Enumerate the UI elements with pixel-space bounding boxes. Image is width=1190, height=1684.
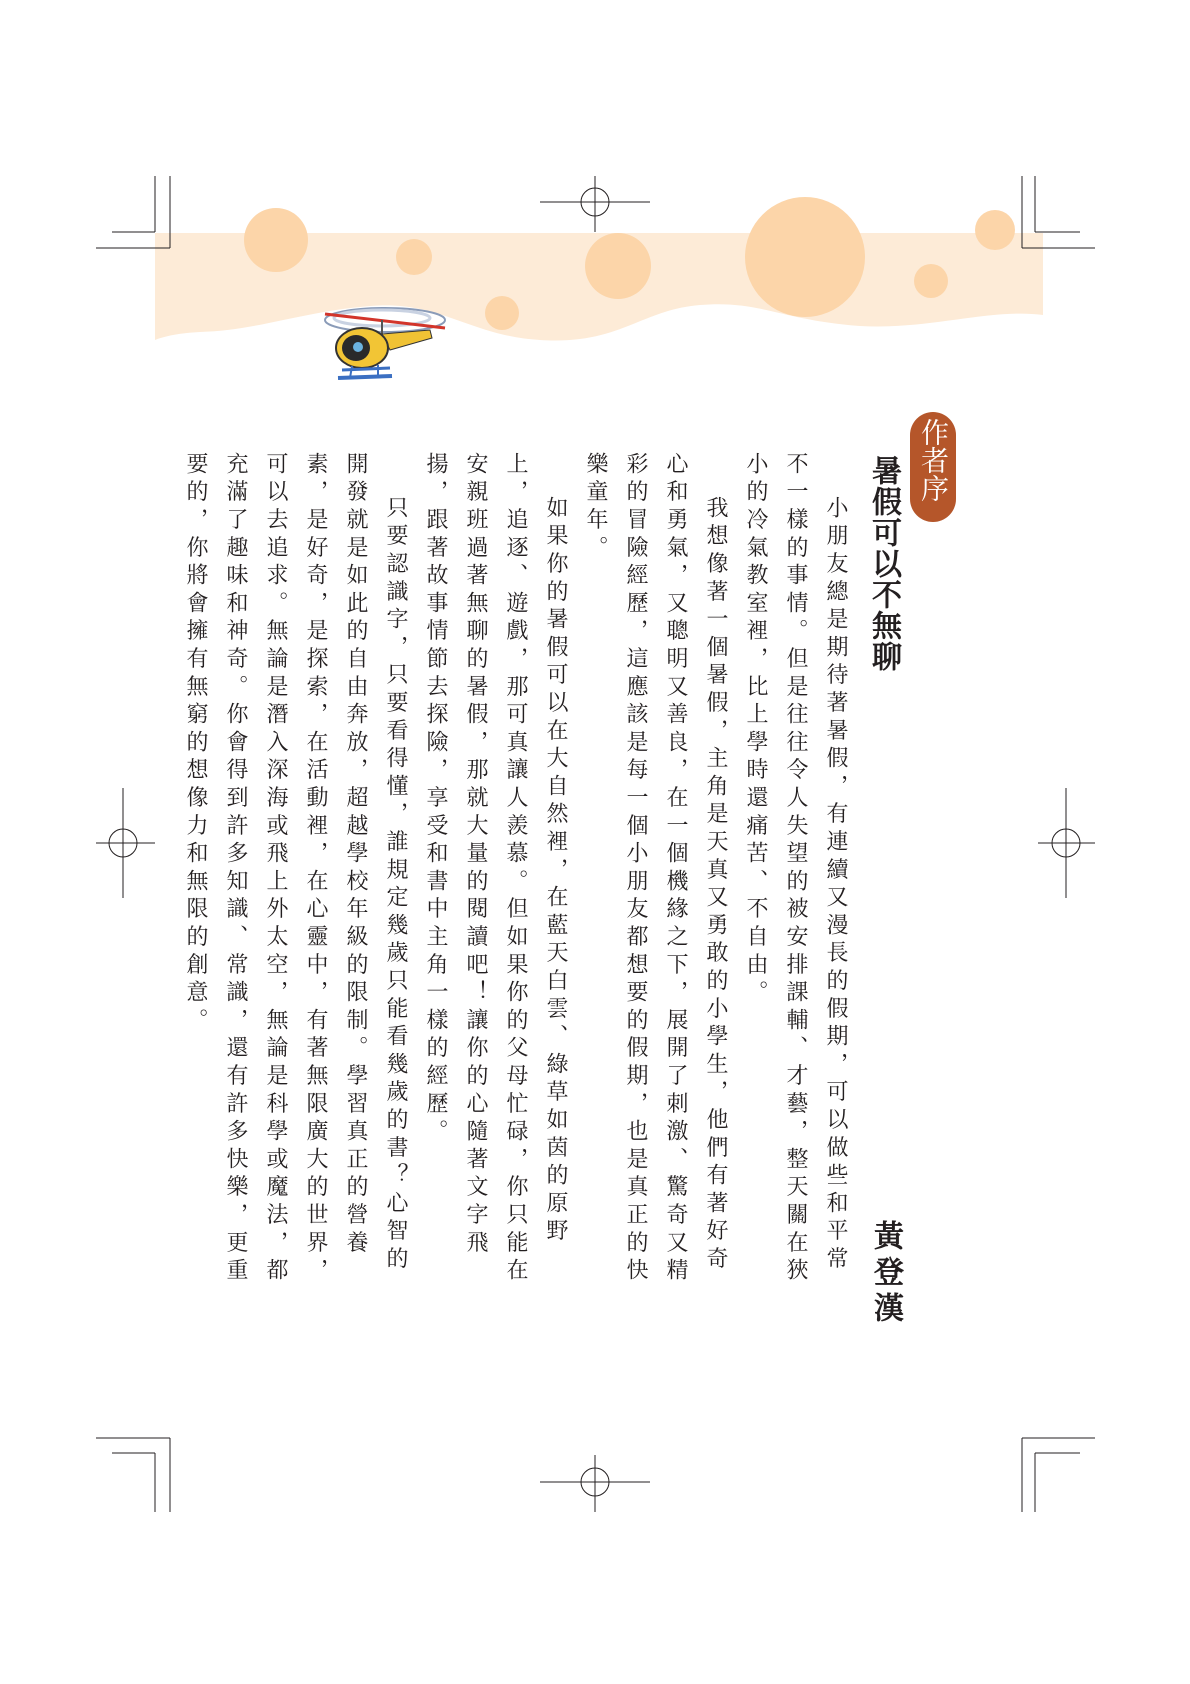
- body-text: [183, 452, 855, 1302]
- author-name: 黃登漢: [868, 1220, 903, 1328]
- paragraph: 我想像著一個暑假，主角是天真又勇敢的小學生，他們有著好奇心和勇氣，又聰明又善良，在一個機緣之下，展開了刺激、驚奇又精彩的冒險經歷，這應該是每一個小朋友都想要的假期，也是真正的快樂童年。: [583, 452, 728, 1286]
- paragraph: 小朋友總是期待著暑假，有連續又漫長的假期，可以做些和平常不一樣的事情。但是往往令人失望的被安排課輔、才藝，整天關在狹小的冷氣教室裡，比上學時還痛苦、不自由。: [743, 452, 848, 1286]
- page-title: 暑假可以不無聊: [866, 455, 901, 672]
- section-label: 作者序: [917, 418, 950, 502]
- paragraph: 如果你的暑假可以在大自然裡，在藍天白雲、綠草如茵的原野上，追逐、遊戲，那可真讓人羨慕。但如果你的父母忙碌，你只能在安親班過著無聊的暑假，那就大量的閱讀吧！讓你的心隨著文字飛揚，跟著故事情節去探險，享受和書中主角一樣的經歷。: [423, 452, 568, 1286]
- paragraph: 只要認識字，只要看得懂，誰規定幾歲只能看幾歲的書？心智的開發就是如此的自由奔放，超越學校年級的限制。學習真正的營養素，是好奇，是探索，在活動裡，在心靈中，有著無限廣大的世界，可以去追求。無論是潛入深海或飛上外太空，無論是科學或魔法，都充滿了趣味和神奇。你會得到許多知識、常識，還有許多快樂，更重要的，你將會擁有無窮的想像力和無限的創意。: [183, 452, 408, 1286]
- helicopter-illustration: [320, 298, 450, 393]
